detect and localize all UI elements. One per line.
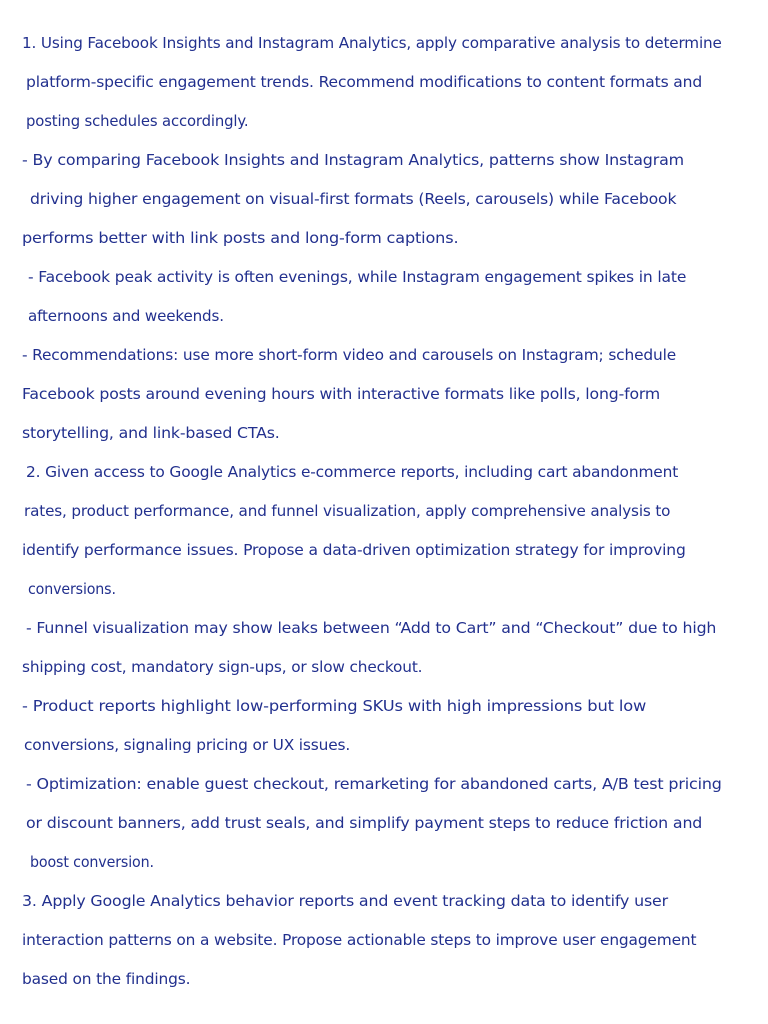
note-line: performs better with link posts and long-form captions. [22,229,459,247]
note-line: rates, product performance, and funnel visualization, apply comprehensive analysis to [24,502,671,520]
note-line: - Optimization: enable guest checkout, remarketing for abandoned carts, A/B test pricing [26,775,722,793]
note-line: identify performance issues. Propose a data-driven optimization strategy for improving [22,541,686,559]
note-line: interaction patterns on a website. Propose actionable steps to improve user engagement [22,931,697,949]
note-line: 1. Using Facebook Insights and Instagram Analytics, apply comparative analysis to determine [22,34,722,52]
note-line: Facebook posts around evening hours with interactive formats like polls, long-form [22,385,661,403]
note-line: conversions, signaling pricing or UX issues. [24,736,351,754]
note-line: driving higher engagement on visual-first formats (Reels, carousels) while Facebook [30,190,677,208]
note-line: afternoons and weekends. [28,307,224,325]
note-line: - By comparing Facebook Insights and Instagram Analytics, patterns show Instagram [22,151,684,169]
note-line: posting schedules accordingly. [26,112,249,130]
note-line: boost conversion. [30,853,154,871]
note-line: 2. Given access to Google Analytics e-commerce reports, including cart abandonment [26,463,679,481]
note-line: based on the findings. [22,970,191,988]
note-line: - Funnel visualization may show leaks between “Add to Cart” and “Checkout” due to high [26,619,717,637]
note-line: storytelling, and link-based CTAs. [22,424,280,442]
note-line: or discount banners, add trust seals, and simplify payment steps to reduce friction and [26,814,703,832]
note-line: 3. Apply Google Analytics behavior reports and event tracking data to identify user [22,892,668,910]
note-line: - Product reports highlight low-performing SKUs with high impressions but low [22,697,647,715]
note-line: platform-specific engagement trends. Recommend modifications to content formats and [26,73,703,91]
note-line: - Recommendations: use more short-form video and carousels on Instagram; schedule [22,346,677,364]
note-line: conversions. [28,580,116,598]
note-line: - Facebook peak activity is often evenings, while Instagram engagement spikes in late [28,268,687,286]
note-line: shipping cost, mandatory sign-ups, or slow checkout. [22,658,423,676]
